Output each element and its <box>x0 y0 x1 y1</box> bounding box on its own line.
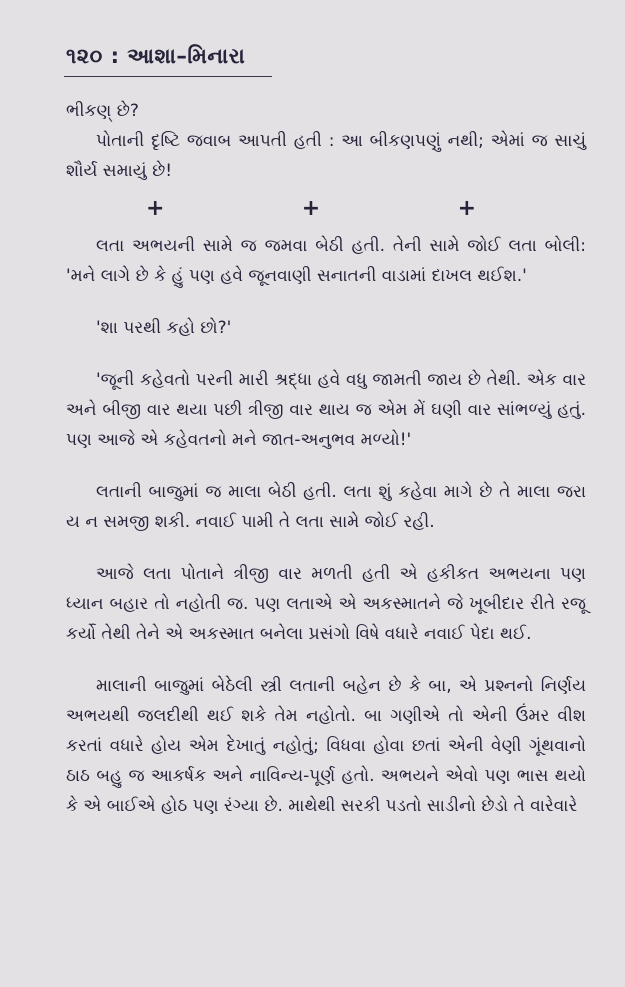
book-title: આશા–મિનારા <box>127 44 246 68</box>
paragraph-6: લતાની બાજુમાં જ માલા બેઠી હતી. લતા શું કહેવા માગે છે તે માલા જરા ય ન સમજી શકી. નવાઈ પામી તે લતા સામે જોઈ રહી. <box>66 482 586 532</box>
separator-mark: + <box>301 196 321 221</box>
paragraph-8: માલાની બાજુમાં બેઠેલી સ્ત્રી લતાની બહેન છે કે બા, એ પ્રશ્નનો નિર્ણય અભયથી જલદીથી થઈ શકે તેમ નહોતો. બા ગણીએ તો એની ઉંમર વીશ કરતાં વધારે હોય એમ દેખાતું નહોતું; વિધવા હોવા છતાં એની વેણી ગૂંથવાનો ઠાઠ બહુ જ આકર્ષક અને નાવિન્ય-પૂર્ણ હતો. અભયને એવો પણ ભાસ થયો કે એ બાઈએ હોઠ પણ રંગ્યા છે. માથેથી સરકી પડતો સાડીનો છેડો તે વારેવારે <box>66 676 586 816</box>
header-rule <box>64 76 272 77</box>
separator-mark: + <box>146 196 165 221</box>
paragraph-2: પોતાની દૃષ્ટિ જવાબ આપતી હતી : આ બીકણપણું નથી; એમાં જ સાચું શૌર્ય સમાયું છે! <box>66 131 586 181</box>
page-body <box>66 96 586 821</box>
paragraph-1: ભીકણ્ છે? <box>66 101 139 121</box>
paragraph-4: 'શા પરથી કહો છો?' <box>96 318 232 338</box>
header-separator: : <box>110 44 120 68</box>
paragraph-7: આજે લતા પોતાને ત્રીજી વાર મળતી હતી એ હકીકત અભયના પણ ધ્યાન બહાર તો નહોતી જ. પણ લતાએ એ અકસ્માતને જે ખૂબીદાર રીતે રજૂ કર્યો તેથી તેને એ અકસ્માત બનેલા પ્રસંગો વિષે વધારે નવાઈ પેદા થઈ. <box>66 564 586 644</box>
running-header <box>66 44 245 69</box>
paragraph-5: 'જૂની કહેવતો પરની મારી શ્રદ્ધા હવે વધુ જામતી જાય છે તેથી. એક વાર અને બીજી વાર થયા પછી ત્રીજી વાર થાય જ એમ મેં ઘણી વાર સાંભળ્યું હતું. પણ આજે એ કહેવતનો મને જાત-અનુભવ મળ્યો!' <box>66 370 586 450</box>
paragraph-3: લતા અભયની સામે જ જમવા બેઠી હતી. તેની સામે જોઈ લતા બોલી: 'મને લાગે છે કે હું પણ હવે જૂનવાણી સનાતની વાડામાં દાખલ થઈશ.' <box>66 236 586 286</box>
section-separator <box>146 196 476 221</box>
page-number: ૧૨૦ <box>66 44 103 68</box>
separator-mark: + <box>457 196 476 221</box>
